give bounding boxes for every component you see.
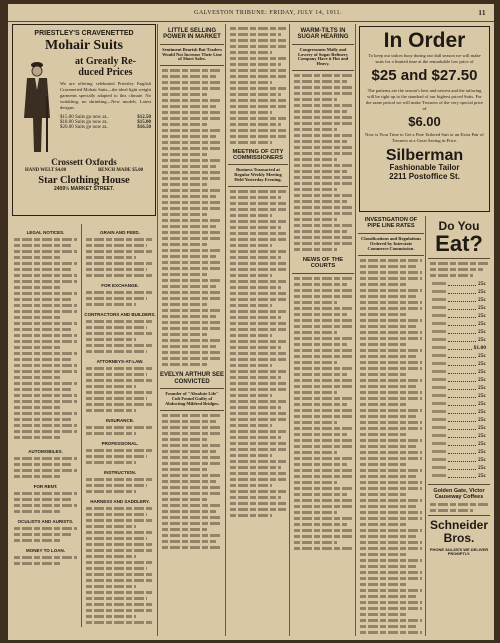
price-list-row (428, 328, 490, 336)
silberman-name: Silberman (385, 146, 464, 164)
item-price: 25c (478, 361, 486, 368)
column-3 (228, 24, 288, 636)
item-price: 25c (478, 329, 486, 336)
price-list-row (428, 432, 490, 440)
city-commissioners-headline: MEETING OF CITY COMMISSIONERS (232, 149, 284, 162)
bros-name: Bros. (443, 531, 475, 546)
schneider-ad (428, 216, 490, 636)
column-2 (160, 24, 224, 636)
pipe-line-subhead: Classifications and Regulations Ordered by Interstate Commerce Commission. (360, 235, 421, 251)
do-you-heading: Do You (438, 219, 480, 233)
item-price: 25c (478, 441, 486, 448)
item-price: $1.00 (473, 345, 486, 352)
coffee-heading: Golden Gate, Victor Causeway Coffees (433, 488, 485, 501)
item-price: 25c (478, 417, 486, 424)
schneider-name: Schneider (429, 518, 489, 533)
automobiles-heading: AUTOMOBILES. (28, 449, 63, 454)
silberman-note: The patterns are the season's best and newest and the tailoring will be right up to the standard of our highest priced Suits. For the same period we will make Trousers of the very special price of (365, 87, 484, 111)
little-selling-headline: LITTLE SELLING POWER IN MARKET (163, 28, 221, 41)
item-price: 25c (478, 385, 486, 392)
price-list-row (428, 456, 490, 464)
trouser-price: $6.00 (408, 113, 441, 129)
item-price: 25c (478, 425, 486, 432)
evelyn-arthur-subhead: Founder of "Absolute Life" Cult Found Guilty of Abducting Mildred Bridges. (164, 391, 220, 406)
silberman-cta: Now is Your Time to Get a Fine Tailored Suit or an Extra Pair of Trousers at a Great Saving in Price. (365, 131, 484, 143)
for-exchange-heading: FOR EXCHANGE. (101, 283, 139, 288)
price-list-row (428, 312, 490, 320)
man-in-suit-illustration (17, 56, 57, 156)
tagline-line-1: at Greatly Re- (75, 55, 136, 67)
in-order-heading: In Order (383, 29, 466, 52)
item-price: 25c (478, 449, 486, 456)
price-list-row (428, 360, 490, 368)
item-price: 25c (478, 369, 486, 376)
masthead-line: GALVESTON TRIBUNE: FRIDAY, JULY 14, 1911. (193, 10, 343, 16)
price-list-row (428, 424, 490, 432)
page-number: 11 (478, 9, 486, 17)
attorneys-heading: ATTORNEYS-AT-LAW. (96, 359, 144, 364)
item-price: 25c (478, 289, 486, 296)
item-price: 25c (478, 281, 486, 288)
newspaper-page (8, 4, 494, 640)
price-list-row (428, 288, 490, 296)
price-list-row (428, 448, 490, 456)
contractors-heading: CONTRACTORS AND BUILDERS. (84, 312, 156, 317)
price-list-row (428, 336, 490, 344)
warm-tilts-headline: WARM-TILTS IN SUGAR HEARING (297, 28, 349, 41)
silberman-trade: Fashionable Tailor (389, 163, 460, 173)
price-list-row (428, 400, 490, 408)
price-row: $18.00 Suits go now at.. $15.00 (60, 119, 151, 125)
column-4 (292, 24, 354, 636)
pipe-line-headline: INVESTIGATION OF PIPE LINE RATES (364, 217, 418, 229)
item-price: 25c (478, 321, 486, 328)
item-price: 25c (478, 457, 486, 464)
silberman-address: 2211 Postoffice St. (389, 172, 460, 182)
price-list-row (428, 280, 490, 288)
harness-heading: HARNESS AND SADDLERY. (90, 499, 150, 504)
little-selling-subhead: Sentiment Bearish But Traders Would Not Increase Their Line of Short Sales. (162, 46, 222, 62)
item-price: 25c (478, 465, 486, 472)
warm-tilts-subhead: Congressmen Mally and Lowery of Sugar Refinery Company Have it Hot and Heavy. (297, 46, 349, 67)
item-price: 25c (478, 337, 486, 344)
news-of-courts-headline: NEWS OF THE COURTS (302, 257, 344, 270)
item-price: 25c (478, 393, 486, 400)
price-list-row (428, 368, 490, 376)
item-price: 25c (478, 377, 486, 384)
item-price: 25c (478, 401, 486, 408)
priestley-ad (12, 24, 156, 216)
column-1 (12, 24, 156, 636)
price-list-row (428, 392, 490, 400)
price-list-row (428, 416, 490, 424)
price-list-row (428, 352, 490, 360)
legal-notices-heading: LEGAL NOTICES. (26, 230, 65, 235)
price-list-row (428, 304, 490, 312)
suit-price-range: $25 and $27.50 (371, 67, 478, 84)
price-list-row (428, 464, 490, 472)
item-price: 25c (478, 297, 486, 304)
crossett-oxfords: Crossett Oxfords (51, 156, 117, 167)
price-list-row (428, 472, 490, 480)
priestley-body: We are offering celebrated Priestley English Cravenetted Mohair Suits—the ideal light weight garments specially adapted to this climate. No wrinkling, no shrinking—New models. Latest designs. (60, 80, 151, 110)
item-price: 25c (478, 433, 486, 440)
instruction-heading: INSTRUCTION. (104, 470, 136, 475)
price-row: $20.00 Suits go now at.. $16.50 (60, 124, 151, 130)
shoe-prices: HAND WELT $4.00 BENCH MADE $5.00 (25, 167, 143, 173)
eat-heading: Eat? (435, 231, 483, 257)
money-to-loan-heading: MONEY TO LOAN. (25, 548, 66, 553)
price-list-row (428, 440, 490, 448)
column-5 (358, 216, 424, 636)
silberman-ad (359, 26, 490, 212)
price-list-row (428, 384, 490, 392)
oculists-heading: OCULISTS AND AURISTS. (17, 519, 74, 524)
item-price: 25c (478, 409, 486, 416)
professional-heading: PROFESSIONAL. (101, 441, 139, 446)
insurance-heading: INSURANCE. (105, 418, 134, 423)
item-price: 25c (478, 473, 486, 480)
grocery-price-list (428, 280, 490, 480)
classifieds-left (12, 224, 82, 627)
price-list-row (428, 344, 490, 352)
city-commissioners-subhead: Business Transacted at Regular Weekly Meeting Held Yesterday Evening. (234, 167, 282, 183)
evelyn-arthur-headline: EVELYN ARTHUR SEE CONVICTED (160, 372, 224, 385)
item-price: 25c (478, 313, 486, 320)
priestley-heading: PRIESTLEY'S CRAVENETTED (34, 30, 134, 37)
for-rent-heading: FOR RENT. (33, 484, 58, 489)
price-list-row (428, 408, 490, 416)
item-price: 25c (478, 305, 486, 312)
page-header (8, 4, 494, 22)
price-row: $15.00 Suits go now at.. $12.50 (60, 114, 151, 120)
item-price: 25c (478, 353, 486, 360)
store-name: Star Clothing House (38, 174, 130, 186)
schneider-phone: PHONE 344-3576 WE DELIVER PROMPTLY. (429, 546, 489, 556)
tagline-line-2: duced Prices (78, 66, 133, 78)
classifieds-right (82, 224, 156, 627)
price-list-row (428, 320, 490, 328)
silberman-intro: To keep our tailors busy during our dull season we will make suits for a limited time at the remarkable low price of (368, 53, 481, 64)
store-address: 2409½ MARKET STREET. (53, 186, 115, 193)
grain-feed-heading: GRAIN AND FEED. (100, 230, 140, 235)
price-list-row (428, 296, 490, 304)
mohair-suits-title: Mohair Suits (45, 38, 123, 54)
price-list-row (428, 376, 490, 384)
